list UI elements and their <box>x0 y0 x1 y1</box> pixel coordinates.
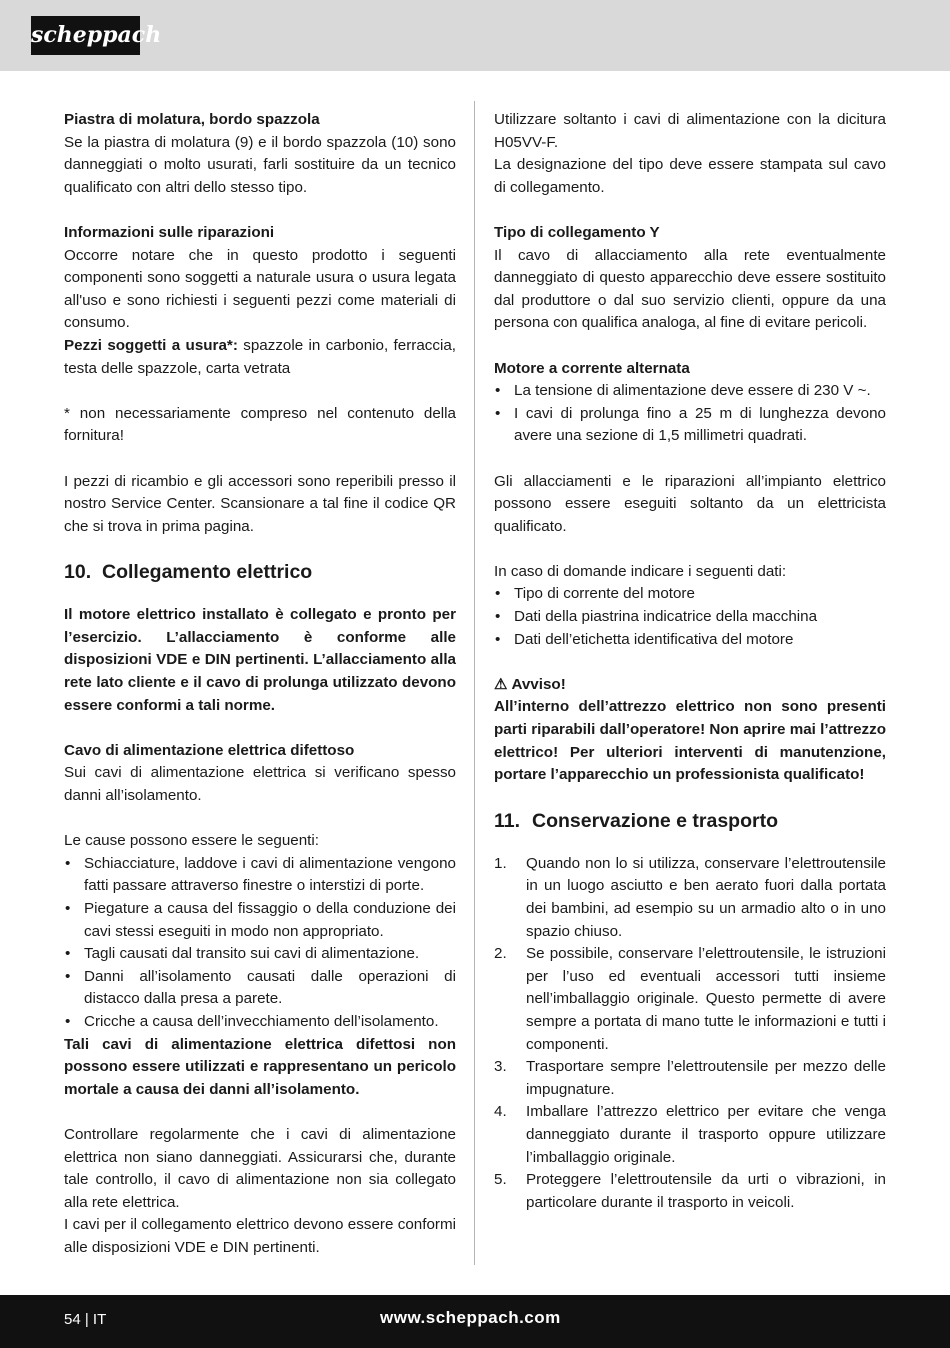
heading-title: Conservazione e trasporto <box>532 809 778 832</box>
list-number: 4. <box>494 1103 507 1121</box>
wear-parts-paragraph <box>64 335 456 380</box>
cable-check-text: Controllare regolarmente che i cavi di alimentazione elettrica non siano danneggiati. Assicurarsi che, durante tale controllo, il cavo di alimentazione non sia collegato alla rete elettrica. <box>64 1125 456 1211</box>
warning-text: All’interno dell’attrezzo elettrico non sono presenti parti riparabili dall’operatore! Non aprire mai l’attrezzo elettrico! Per ulteriori interventi di manutenzione, portare l’apparecchio un professionista qualificato! <box>494 698 886 784</box>
list-number: 1. <box>494 854 507 872</box>
grinding-plate-text: Se la piastra di molatura (9) e il bordo spazzola (10) sono danneggiati o molto usurati, farli sostituire da un tecnico qualificato con altri dello stesso tipo. <box>64 133 456 196</box>
cable-standards-text: I cavi per il collegamento elettrico devono essere conformi alle disposizioni VDE e DIN pertinenti. <box>64 1216 456 1256</box>
list-item: • Tipo di corrente del motore <box>494 583 886 606</box>
list-number: 3. <box>494 1058 507 1076</box>
list-item <box>494 1169 886 1214</box>
data-list <box>494 583 886 651</box>
list-number: 5. <box>494 1171 507 1189</box>
list-item <box>494 943 886 1056</box>
heading-storage-transport <box>494 805 886 835</box>
wear-parts-note: * non necessariamente compreso nel contenuto della fornitura! <box>64 404 456 445</box>
warning-heading <box>494 674 886 697</box>
list-item <box>494 1056 886 1101</box>
page-number: 54 | IT <box>64 1311 107 1328</box>
cable-type-text: Utilizzare soltanto i cavi di alimentazione con la dicitura H05VV-F. <box>494 111 886 151</box>
scheppach-logo: scheppach <box>31 16 140 55</box>
wear-parts-label: Pezzi soggetti a usura*: <box>64 336 238 354</box>
repairs-text: Occorre notare che in questo prodotto i seguenti componenti sono soggetti a naturale usura o usura legata all'uso e sono richiesti i seguenti pezzi come materiali di consumo. <box>64 246 456 332</box>
list-item: • I cavi di prolunga fino a 25 m di lunghezza devono avere una sezione di 1,5 millimetri quadrati. <box>494 403 886 448</box>
list-item: • Schiacciature, laddove i cavi di alimentazione vengono fatti passare attraverso finestre o interstizi di porte. <box>64 853 456 898</box>
warning-title: Avviso! <box>511 675 566 693</box>
section-title-connection-y: Tipo di collegamento Y <box>494 223 660 241</box>
cable-designation-text: La designazione del tipo deve essere stampata sul cavo di collegamento. <box>494 156 886 196</box>
storage-list <box>494 853 886 1215</box>
list-number: 2. <box>494 945 507 963</box>
section-title-repairs: Informazioni sulle riparazioni <box>64 223 275 241</box>
heading-number: 10. <box>64 561 92 584</box>
wear-parts-text: spazzole in carbonio, ferraccia, testa delle spazzole, carta vetrata <box>64 336 457 377</box>
section-title-grinding-plate: Piastra di molatura, bordo spazzola <box>64 111 320 128</box>
list-item <box>494 853 886 943</box>
list-text: Trasportare sempre l’elettroutensile per mezzo delle impugnature. <box>526 1058 886 1098</box>
section-title-ac-motor: Motore a corrente alternata <box>494 359 690 377</box>
spare-parts-text: I pezzi di ricambio e gli accessori sono reperibili presso il nostro Service Center. Scansionare a tal fine il codice QR che si trova in prima pagina. <box>64 472 456 535</box>
causes-list <box>64 853 456 1034</box>
list-item: • Danni all’isolamento causati dalle operazioni di distacco dalla presa a parete. <box>64 966 456 1011</box>
heading-title: Collegamento elettrico <box>102 561 313 584</box>
electrician-text: Gli allacciamenti e le riparazioni all’impianto elettrico possono essere eseguiti soltanto da un elettricista qualificato. <box>494 472 886 535</box>
defective-cable-warning: Tali cavi di alimentazione elettrica difettosi non possono essere utilizzati e rappresentano un pericolo mortale a causa dei danni all’isolamento. <box>64 1035 456 1098</box>
column-divider <box>474 101 475 1265</box>
section-title-defective-cable: Cavo di alimentazione elettrica difettoso <box>64 741 355 759</box>
electrical-intro-bold: Il motore elettrico installato è collegato e pronto per l’esercizio. L’allacciamento è conforme alle disposizioni VDE e DIN pertinenti. L’allacciamento alla rete lato cliente e il cavo di prolunga utilizzato devono essere conformi a tali norme. <box>64 606 456 714</box>
list-item <box>494 1101 886 1169</box>
warning-triangle-icon: ⚠ <box>494 675 508 693</box>
website-link[interactable]: www.scheppach.com <box>380 1308 561 1327</box>
causes-intro: Le cause possono essere le seguenti: <box>64 832 319 850</box>
list-item: • La tensione di alimentazione deve essere di 230 V ~. <box>494 380 886 403</box>
data-intro: In caso di domande indicare i seguenti dati: <box>494 562 787 580</box>
list-text: Se possibile, conservare l’elettroutensile, le istruzioni per l’uso ed eventuali accessori tutti insieme nell’imballaggio originale. Questo permette di avere sempre a portata di mano tutte le informazioni e tutti i componenti. <box>526 945 886 1053</box>
heading-electrical-connection <box>64 556 456 586</box>
right-column <box>494 109 886 1214</box>
list-item: • Cricche a causa dell’invecchiamento dell’isolamento. <box>64 1011 456 1034</box>
defective-cable-text: Sui cavi di alimentazione elettrica si verificano spesso danni all’isolamento. <box>64 764 456 805</box>
heading-number: 11. <box>494 809 521 832</box>
list-item: • Dati della piastrina indicatrice della macchina <box>494 606 886 629</box>
page-header <box>0 0 950 71</box>
list-item: • Piegature a causa del fissaggio o della conduzione dei cavi stessi eseguiti in modo non appropriato. <box>64 898 456 943</box>
left-column <box>64 109 456 1260</box>
list-text: Quando non lo si utilizza, conservare l’elettroutensile in un luogo asciutto e ben aerato fuori dalla portata dei bambini, ad esempio su un armadio alto o in uno spazio chiuso. <box>526 854 886 940</box>
list-item: • Tagli causati dal transito sui cavi di alimentazione. <box>64 943 456 966</box>
list-text: Proteggere l’elettroutensile da urti o vibrazioni, in particolare durante il trasporto in veicoli. <box>526 1171 886 1211</box>
list-item: • Dati dell’etichetta identificativa del motore <box>494 629 886 652</box>
motor-list <box>494 380 886 448</box>
connection-y-text: Il cavo di allacciamento alla rete eventualmente danneggiato di questo apparecchio deve essere sostituito dal produttore o dal suo servizio clienti, oppure da una persona con qualifica analoga, al fine di evitare pericoli. <box>494 246 886 332</box>
list-text: Imballare l’attrezzo elettrico per evitare che venga danneggiato durante il trasporto oppure utilizzare l’imballaggio originale. <box>526 1103 886 1166</box>
page-footer <box>0 1295 950 1348</box>
